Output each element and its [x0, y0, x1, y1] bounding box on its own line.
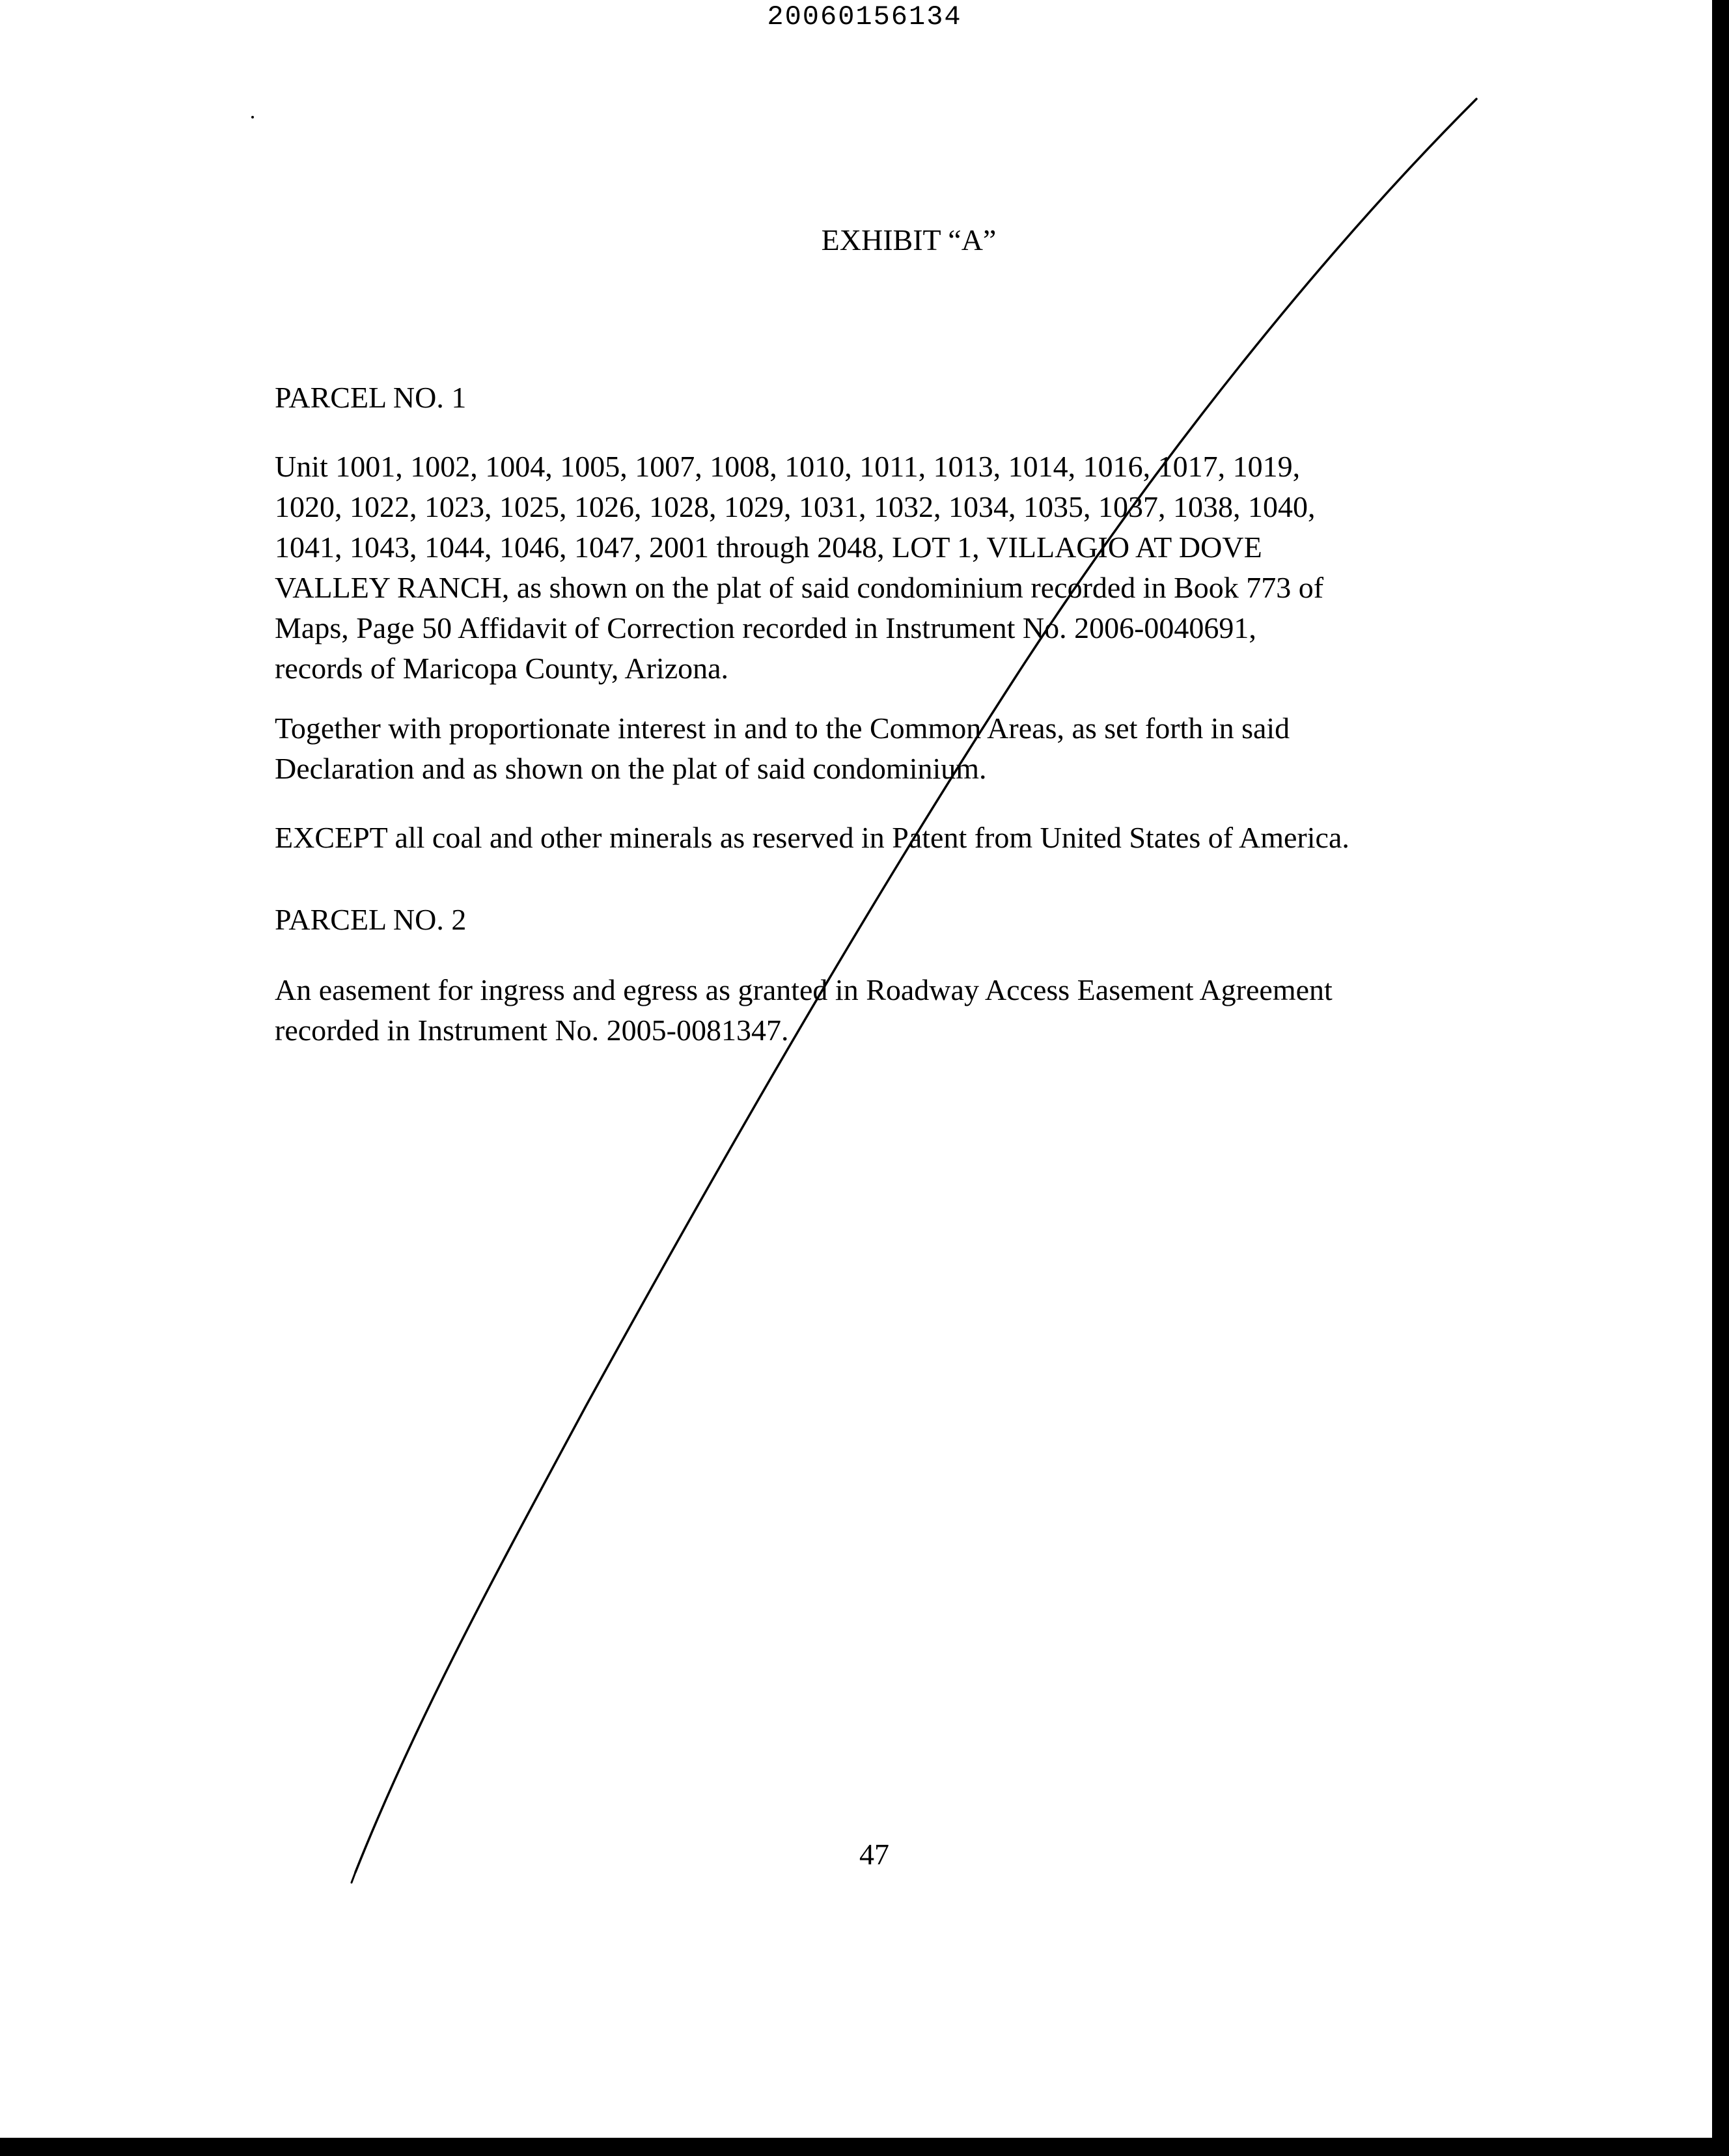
- parcel-1-description-line: records of Maricopa County, Arizona.: [275, 652, 729, 685]
- scan-border-right: [1712, 0, 1729, 2156]
- parcel-2-description: [275, 970, 1459, 1051]
- parcel-1-description-line: Maps, Page 50 Affidavit of Correction recorded in Instrument No. 2006-0040691,: [275, 611, 1256, 644]
- parcel-1-description-line: 1020, 1022, 1023, 1025, 1026, 1028, 1029, 1031, 1032, 1034, 1035, 1037, 1038, 1040,: [275, 490, 1316, 523]
- scan-speck: [251, 116, 254, 118]
- scan-border-bottom: [0, 2138, 1729, 2156]
- parcel-1-description-line: VALLEY RANCH, as shown on the plat of said condominium recorded in Book 773 of: [275, 571, 1324, 604]
- parcel-1-heading: PARCEL NO. 1: [275, 381, 467, 414]
- together-clause-line: Together with proportionate interest in and to the Common Areas, as set forth in said: [275, 712, 1290, 745]
- parcel-1-description-line: Unit 1001, 1002, 1004, 1005, 1007, 1008, 1010, 1011, 1013, 1014, 1016, 1017, 1019,: [275, 450, 1301, 483]
- document-number: 20060156134: [767, 1, 962, 33]
- parcel-2-description-line: An easement for ingress and egress as granted in Roadway Access Easement Agreement: [275, 973, 1333, 1006]
- exhibit-title: EXHIBIT “A”: [821, 223, 997, 256]
- parcel-2-description-line: recorded in Instrument No. 2005-0081347.: [275, 1014, 789, 1047]
- parcel-1-description: [275, 447, 1459, 689]
- parcel-1-except-clause: EXCEPT all coal and other minerals as reserved in Patent from United States of America.: [275, 821, 1349, 854]
- parcel-1-description-line: 1041, 1043, 1044, 1046, 1047, 2001 through 2048, LOT 1, VILLAGIO AT DOVE: [275, 531, 1262, 564]
- parcel-1-together-clause: [275, 708, 1459, 789]
- page-number: 47: [859, 1838, 889, 1871]
- together-clause-line: Declaration and as shown on the plat of said condominium.: [275, 752, 987, 785]
- parcel-2-heading: PARCEL NO. 2: [275, 903, 467, 936]
